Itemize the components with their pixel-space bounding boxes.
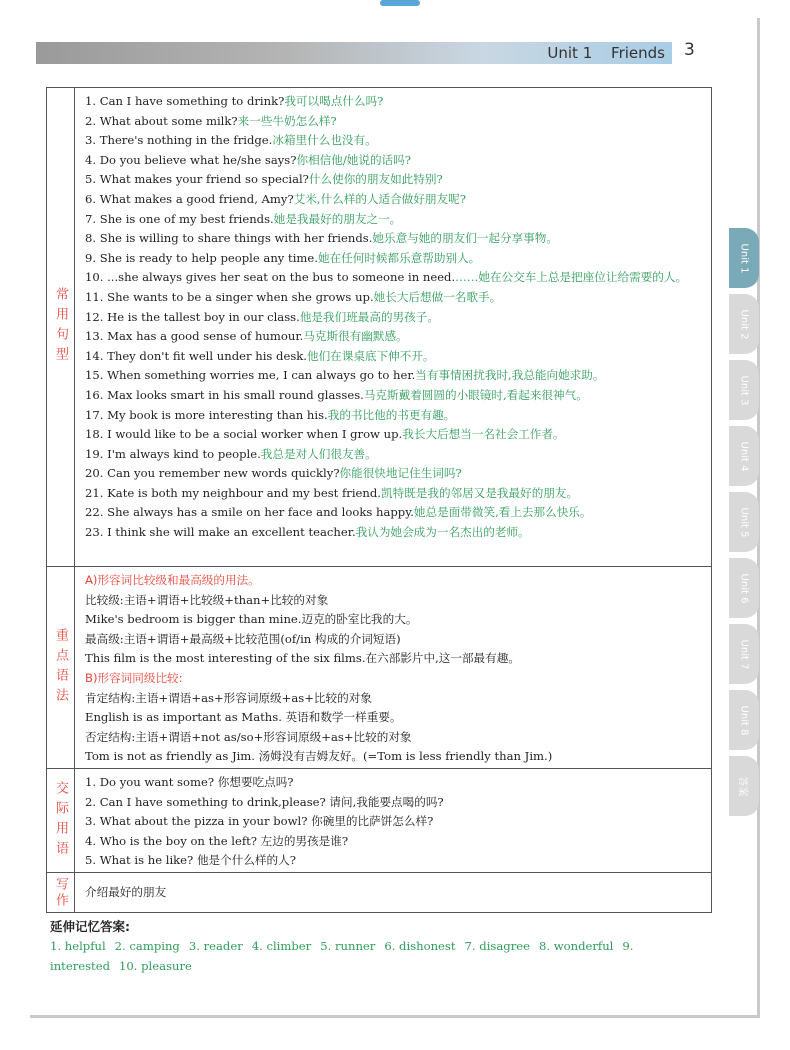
sentence-en: 15. When something worries me, I can always go to her. [85,368,416,383]
unit-tab-label: Unit 6 [738,573,750,603]
unit-tab[interactable] [729,360,759,420]
sentence-cn: 我可以喝点什么吗? [284,94,384,108]
sentence-row [85,327,703,347]
sentence-row [85,268,703,288]
unit-tab[interactable] [729,690,759,750]
section-label: 写作 [47,873,75,913]
section-grammar [47,567,711,769]
grammar-line: 肯定结构:主语+谓语+as+形容词原级+as+比较的对象 [85,690,372,705]
sentence-en: 17. My book is more interesting than his. [85,407,328,422]
section-writing [47,873,711,913]
dialogue-row: 1. Do you want some? 你想要吃点吗? [85,775,294,789]
unit-tab-label: Unit 4 [738,441,750,471]
sentence-row [85,229,703,249]
sentence-en: 8. She is willing to share things with her friends. [85,231,373,246]
unit-tab-label: Unit 1 [738,243,750,273]
unit-tab[interactable] [729,756,759,816]
dialogue-row: 3. What about the pizza in your bowl? 你碗里的比萨饼怎么样? [85,814,434,829]
sentence-en: 20. Can you remember new words quickly? [85,466,340,481]
sentence-cn: 马克斯很有幽默感。 [303,329,408,344]
sentence-cn: 她总是面带微笑,看上去那么快乐。 [413,505,592,520]
unit-tab[interactable] [729,624,759,684]
header-title [547,44,665,62]
sentences-list [85,92,703,543]
answer-item: 10. pleasure [119,959,192,973]
grammar-line: 否定结构:主语+谓语+not as/so+形容词原级+as+比较的对象 [85,729,412,744]
sentence-en: 1. Can I have something to drink? [85,94,285,108]
unit-tab[interactable] [729,294,759,354]
unit-tab-label: Unit 3 [738,375,750,405]
sentence-row [85,503,703,523]
sentence-cn: 冰箱里什么也没有。 [272,133,377,148]
unit-tab-label: Unit 2 [738,309,750,339]
dialogue-row: 5. What is he like? 他是个什么样的人? [85,853,296,868]
sentence-row [85,484,703,504]
sentence-row [85,151,703,171]
grammar-line: Mike's bedroom is bigger than mine.迈克的卧室比我的大。 [85,612,418,627]
sentence-row [85,366,703,386]
sentence-cn: 她在任何时候都乐意帮助别人。 [317,250,481,265]
answer-item: 1. helpful [50,939,106,953]
sentence-en: 4. Do you believe what he/she says? [85,152,297,167]
answers-title: 延伸记忆答案: [50,919,130,934]
writing-content [85,883,703,903]
sentence-en: 2. What about some milk? [85,113,238,128]
answer-item: 4. climber [251,939,312,953]
grammar-heading-b: B)形容词同级比较: [85,670,183,685]
grammar-line: This film is the most interesting of the six films.在六部影片中,这一部最有趣。 [85,651,520,666]
answer-item: 7. disagree [464,939,530,953]
sentence-cn: 我认为她会成为一名杰出的老师。 [355,525,530,540]
answer-item: 6. dishonest [384,939,456,953]
grammar-content [85,571,703,767]
grammar-line: 最高级:主语+谓语+最高级+比较范围(of/in 构成的介词短语) [85,631,401,646]
unit-tabs [729,228,761,822]
sentence-cn: 他们在课桌底下伸不开。 [306,348,435,363]
sentence-en: 6. What makes a good friend, Amy? [85,191,294,206]
page-number: 3 [684,40,695,60]
dialogue-list [85,773,703,871]
grammar-line: English is as important as Maths. 英语和数学一样重要。 [85,710,402,725]
sentence-row [85,386,703,406]
sentence-en: 10. ...she always gives her seat on the bus to someone in need. [85,270,456,285]
sentence-row [85,190,703,210]
section-label: 常用句型 [47,88,75,566]
answer-item: 2. camping [114,939,180,953]
sentence-row [85,249,703,269]
sentence-en: 18. I would like to be a social worker when I grow up. [85,427,403,442]
sentence-cn: ……她在公交车上总是把座位让给需要的人。 [455,270,688,285]
unit-tab-label: Unit 7 [738,639,750,669]
section-sentences [47,88,711,567]
dialogue-row: 4. Who is the boy on the left? 左边的男孩是谁? [85,833,349,848]
sentence-cn: 什么使你的朋友如此特别? [308,172,443,187]
answer-item: 3. reader [188,939,243,953]
unit-tab-label: Unit 5 [738,507,750,537]
unit-tab[interactable] [729,228,759,288]
section-label: 交际用语 [47,769,75,872]
sentence-cn: 她是我最好的朋友之一。 [273,211,402,226]
sentence-cn: 艾米,什么样的人适合做好朋友呢? [293,191,466,206]
header-unit: Unit 1 [547,44,593,62]
dialogue-row: 2. Can I have something to drink,please? 请问,我能要点喝的吗? [85,794,444,809]
sentence-en: 19. I'm always kind to people. [85,446,261,461]
sentence-row [85,445,703,465]
answer-item: 9. interested [50,939,634,973]
top-accent [380,0,420,6]
writing-topic: 介绍最好的朋友 [85,885,167,899]
sentence-row [85,170,703,190]
answers-list [50,936,690,976]
sentence-cn: 马克斯戴着圆圆的小眼镜时,看起来很神气。 [363,387,588,402]
sentence-row [85,92,703,112]
answer-item: 8. wonderful [538,939,614,953]
unit-tab-label: 答案 [736,776,748,796]
sentence-en: 16. Max looks smart in his small round glasses. [85,387,364,402]
section-label: 重点语法 [47,567,75,768]
sentence-cn: 她长大后想做一名歌手。 [373,289,502,304]
sentence-cn: 来一些牛奶怎么样? [237,113,337,128]
sentence-en: 11. She wants to be a singer when she grows up. [85,289,374,304]
sentence-row [85,406,703,426]
sentence-cn: 我长大后想当一名社会工作者。 [402,427,565,442]
sentence-cn: 你能很快地记住生词吗? [339,466,462,481]
unit-tab-label: Unit 8 [738,705,750,735]
sentence-row [85,523,703,543]
sentence-en: 3. There's nothing in the fridge. [85,133,273,148]
sentence-en: 12. He is the tallest boy in our class. [85,309,300,324]
sentence-row [85,308,703,328]
sentence-cn: 她乐意与她的朋友们一起分享事物。 [372,231,558,246]
unit-tab[interactable] [729,492,759,552]
unit-tab[interactable] [729,558,759,618]
sentence-cn: 凯特既是我的邻居又是我最好的朋友。 [380,485,579,500]
summary-table [46,87,712,913]
sentence-en: 22. She always has a smile on her face and looks happy. [85,505,414,520]
header-topic: Friends [611,44,665,62]
grammar-line: 比较级:主语+谓语+比较级+than+比较的对象 [85,592,329,607]
sentence-en: 21. Kate is both my neighbour and my best friend. [85,485,381,500]
sentence-cn: 当有事情困扰我时,我总能向她求助。 [415,368,605,383]
sentence-row [85,347,703,367]
answer-item: 5. runner [320,939,376,953]
sentence-en: 9. She is ready to help people any time. [85,250,318,265]
sentence-row [85,288,703,308]
sentence-en: 14. They don't fit well under his desk. [85,348,307,363]
sentence-row [85,131,703,151]
grammar-line: Tom is not as friendly as Jim. 汤姆没有吉姆友好。(=Tom is less friendly than Jim.) [85,749,553,764]
section-dialogue [47,769,711,873]
sentence-row [85,425,703,445]
sentence-cn: 你相信他/她说的话吗? [296,152,411,167]
sentence-cn: 我总是对人们很友善。 [260,446,377,461]
sentence-en: 13. Max has a good sense of humour. [85,329,304,344]
sentence-row [85,112,703,132]
sentence-en: 7. She is one of my best friends. [85,211,274,226]
sentence-cn: 他是我们班最高的男孩子。 [299,309,439,324]
sentence-cn: 我的书比他的书更有趣。 [327,407,456,422]
sentence-en: 23. I think she will make an excellent teacher. [85,525,356,540]
unit-tab[interactable] [729,426,759,486]
sentence-row [85,210,703,230]
grammar-heading-a: A)形容词比较级和最高级的用法。 [85,573,260,587]
sentence-en: 5. What makes your friend so special? [85,172,309,187]
sentence-row [85,464,703,484]
